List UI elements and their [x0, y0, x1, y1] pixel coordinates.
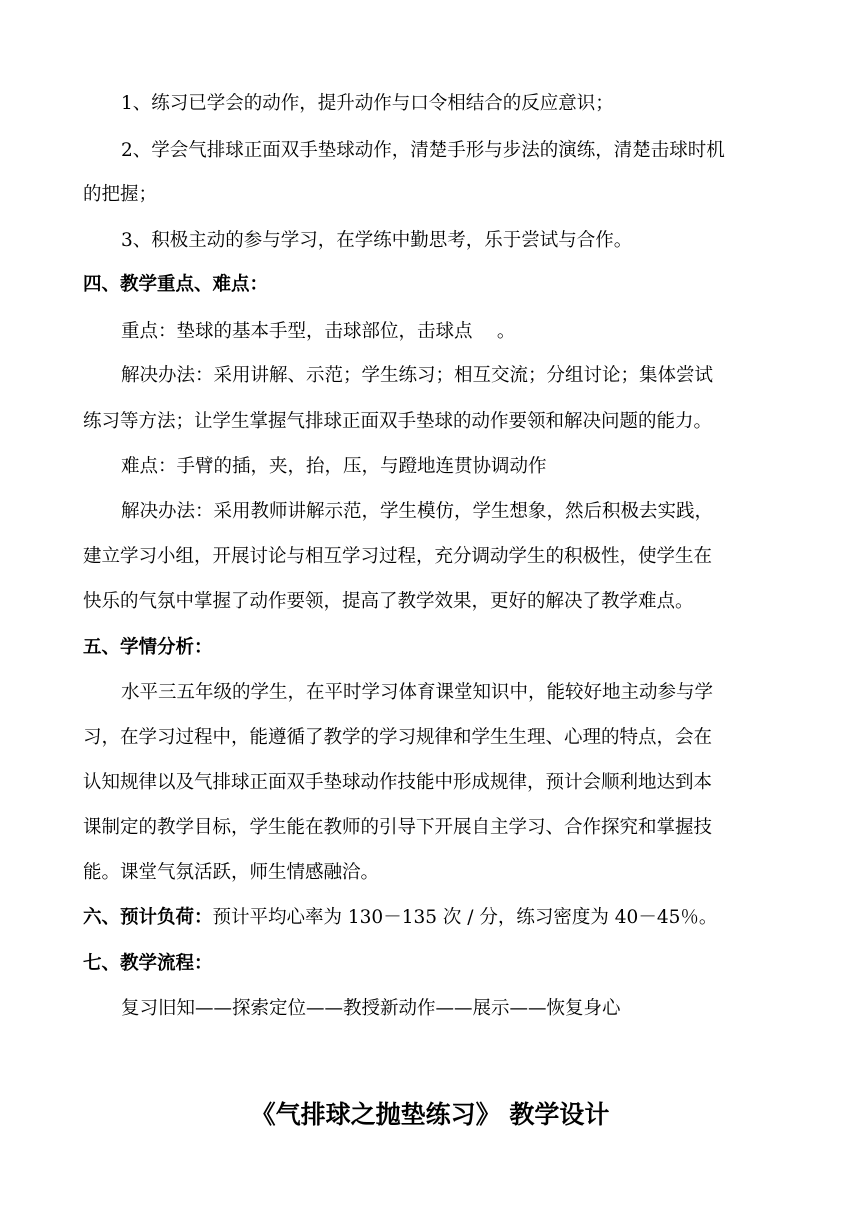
analysis-line-3: 认知规律以及气排球正面双手垫球动作技能中形成规律，预计会顺利地达到本: [83, 772, 713, 793]
section-6-line: [83, 904, 783, 932]
difficult-solution-cont-1: 建立学习小组，开展讨论与相互学习过程，充分调动学生的积极性，使学生在: [83, 546, 713, 567]
analysis-line-5: 能。课堂气氛活跃，师生情感融洽。: [83, 862, 380, 883]
objective-1: 1、练习已学会的动作，提升动作与口令相结合的反应意识；: [121, 93, 614, 114]
section-6-heading: 六、预计负荷：: [83, 907, 213, 928]
objective-2: 2、学会气排球正面双手垫球动作，清楚手形与步法的演练，清楚击球时机: [121, 140, 725, 161]
analysis-line-2: 习，在学习过程中，能遵循了教学的学习规律和学生生理、心理的特点，会在: [83, 727, 713, 748]
section-7-heading: 七、教学流程：: [83, 953, 213, 974]
lesson-title: 《气排球之抛垫练习》 教学设计: [250, 1100, 610, 1129]
key-solution: 解决办法：采用讲解、示范；学生练习；相互交流；分组讨论；集体尝试: [121, 365, 714, 386]
section-4-heading: 四、教学重点、难点：: [83, 274, 269, 295]
difficult-solution-cont-2: 快乐的气氛中掌握了动作要领，提高了教学效果，更好的解决了教学难点。: [83, 591, 694, 612]
objective-3: 3、积极主动的参与学习，在学练中勤思考，乐于尝试与合作。: [121, 230, 633, 251]
difficult-point: 难点：手臂的插，夹，抬，压，与蹬地连贯协调动作: [121, 456, 547, 477]
analysis-line-1: 水平三五年级的学生，在平时学习体育课堂知识中，能较好地主动参与学: [121, 682, 714, 703]
section-6-text: 预计平均心率为 130－135 次 / 分，练习密度为 40－45％。: [212, 907, 718, 928]
teaching-flow: 复习旧知——探索定位——教授新动作——展示——恢复身心: [121, 998, 621, 1019]
key-point: 重点：垫球的基本手型，击球部位，击球点 。: [121, 321, 516, 342]
analysis-line-4: 课制定的教学目标，学生能在教师的引导下开展自主学习、合作探究和掌握技: [83, 817, 713, 838]
objective-2-cont: 的把握；: [83, 184, 158, 205]
section-5-heading: 五、学情分析：: [83, 637, 213, 658]
difficult-solution: 解决办法：采用教师讲解示范，学生模仿，学生想象，然后积极去实践，: [121, 501, 714, 522]
key-solution-cont: 练习等方法；让学生掌握气排球正面双手垫球的动作要领和解决问题的能力。: [83, 411, 713, 432]
